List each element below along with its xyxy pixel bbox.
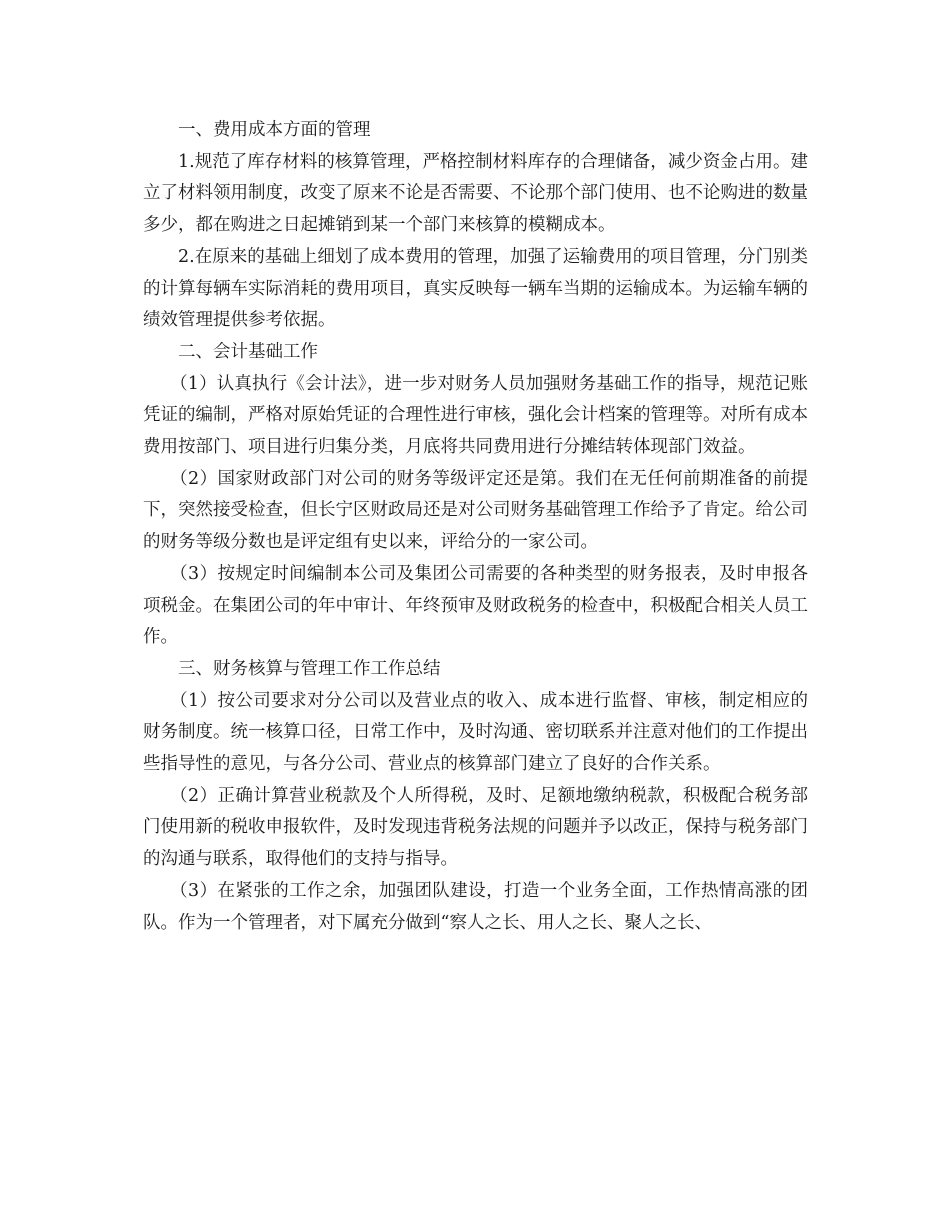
paragraph-tax-payment: （2）正确计算营业税款及个人所得税，及时、足额地缴纳税款，积极配合税务部门使用新的税收申报软件，及时发现违背税务法规的问题并予以改正，保持与税务部门的沟通与联系，取得他们的支持与指导。	[143, 785, 808, 870]
paragraph-transport-cost: 2.在原来的基础上细划了成本费用的管理，加强了运输费用的项目管理，分门别类的计算每辆车实际消耗的费用项目，真实反映每一辆车当期的运输成本。为运输车辆的绩效管理提供参考依据。	[143, 246, 808, 331]
section-heading-cost-management: 一、费用成本方面的管理	[178, 120, 371, 140]
paragraph-finance-rating: （2）国家财政部门对公司的财务等级评定还是第。我们在无任何前期准备的前提下，突然接受检查，但长宁区财政局还是对公司财务基础管理工作给予了肯定。给公司的财务等级分数也是评定组有史以来，评给分的一家公司。	[143, 468, 808, 553]
paragraph-inventory-accounting: 1.规范了库存材料的核算管理，严格控制材料库存的合理储备，减少资金占用。建立了材料领用制度，改变了原来不论是否需要、不论那个部门使用、也不论购进的数量多少，都在购进之日起摊销到某一个部门来核算的模糊成本。	[143, 151, 808, 236]
paragraph-accounting-law: （1）认真执行《会计法》，进一步对财务人员加强财务基础工作的指导，规范记账凭证的编制，严格对原始凭证的合理性进行审核，强化会计档案的管理等。对所有成本费用按部门、项目进行归集分类，月底将共同费用进行分摊结转体现部门效益。	[143, 373, 808, 458]
paragraph-team-building: （3）在紧张的工作之余，加强团队建设，打造一个业务全面，工作热情高涨的团队。作为一个管理者，对下属充分做到“察人之长、用人之长、聚人之长、	[143, 880, 808, 933]
document-body	[143, 115, 808, 939]
paragraph-branch-supervision: （1）按公司要求对分公司以及营业点的收入、成本进行监督、审核，制定相应的财务制度。统一核算口径，日常工作中，及时沟通、密切联系并注意对他们的工作提出些指导性的意见，与各分公司、营业点的核算部门建立了良好的合作关系。	[143, 690, 808, 775]
paragraph-financial-reports: （3）按规定时间编制本公司及集团公司需要的各种类型的财务报表，及时申报各项税金。在集团公司的年中审计、年终预审及财政税务的检查中，积极配合相关人员工作。	[143, 563, 808, 648]
section-heading-accounting-summary: 三、财务核算与管理工作工作总结	[178, 658, 441, 679]
section-heading-accounting-basics: 二、会计基础工作	[178, 341, 318, 362]
